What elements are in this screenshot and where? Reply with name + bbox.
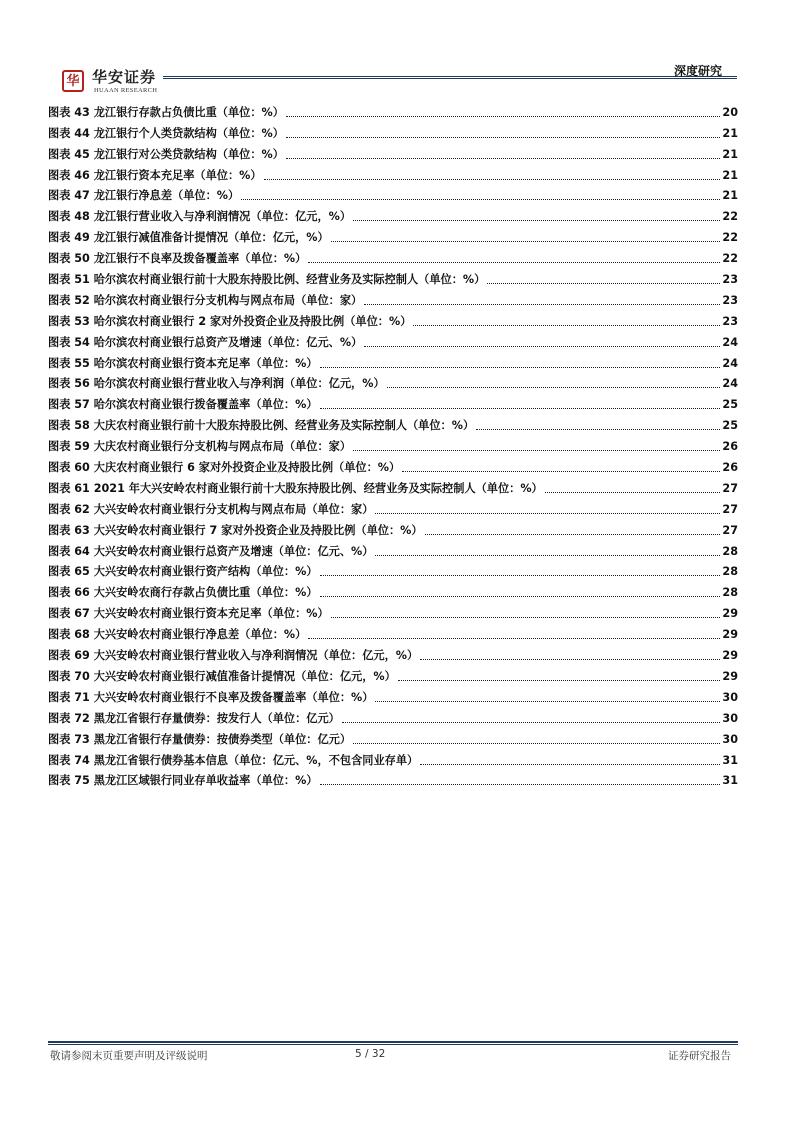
toc-leader-dots (286, 137, 720, 138)
toc-entry-page: 23 (722, 293, 738, 307)
toc-leader-dots (286, 116, 720, 117)
toc-leader-dots (545, 492, 721, 493)
toc-leader-dots (320, 367, 721, 368)
toc-entry[interactable] (48, 245, 738, 266)
toc-entry-page: 27 (722, 481, 738, 495)
toc-leader-dots (353, 743, 720, 744)
toc-leader-dots (320, 575, 721, 576)
toc-entry-page: 28 (722, 565, 738, 579)
toc-entry-label: 图表 72 黑龙江省银行存量债券：按发行人（单位：亿元） (48, 711, 340, 725)
toc-entry[interactable] (48, 600, 738, 621)
toc-entry-page: 23 (722, 273, 738, 287)
toc-entry-page: 25 (722, 398, 738, 412)
toc-leader-dots (398, 680, 721, 681)
toc-entry-label: 图表 73 黑龙江省银行存量债券：按债券类型（单位：亿元） (48, 732, 352, 746)
toc-entry[interactable] (48, 433, 738, 454)
toc-entry[interactable] (48, 287, 738, 308)
header-divider (163, 76, 737, 77)
toc-leader-dots (308, 262, 720, 263)
toc-entry-label: 图表 57 哈尔滨农村商业银行拨备覆盖率（单位：%） (48, 398, 318, 412)
toc-entry[interactable] (48, 496, 738, 517)
toc-entry-page: 24 (722, 377, 738, 391)
toc-entry-page: 31 (722, 753, 738, 767)
toc-entry-page: 21 (722, 126, 738, 140)
toc-entry-page: 29 (722, 649, 738, 663)
toc-leader-dots (331, 241, 721, 242)
footer-divider-secondary (48, 1044, 738, 1045)
toc-leader-dots (375, 555, 720, 556)
toc-entry[interactable] (48, 454, 738, 475)
toc-leader-dots (375, 701, 720, 702)
footer-doc-type: 证券研究报告 (668, 1050, 731, 1062)
toc-entry-page: 31 (722, 774, 738, 788)
toc-entry[interactable] (48, 391, 738, 412)
toc-leader-dots (364, 304, 720, 305)
toc-entry-label: 图表 43 龙江银行存款占负债比重（单位：%） (48, 105, 284, 119)
toc-entry-page: 28 (722, 544, 738, 558)
toc-entry-label: 图表 55 哈尔滨农村商业银行资本充足率（单位：%） (48, 356, 318, 370)
toc-leader-dots (353, 220, 720, 221)
toc-entry-page: 29 (722, 628, 738, 642)
toc-entry-page: 22 (722, 252, 738, 266)
toc-entry[interactable] (48, 266, 738, 287)
toc-entry[interactable] (48, 663, 738, 684)
toc-entry-label: 图表 54 哈尔滨农村商业银行总资产及增速（单位：亿元、%） (48, 335, 363, 349)
toc-entry-page: 21 (722, 147, 738, 161)
toc-entry[interactable] (48, 203, 738, 224)
toc-entry-label: 图表 70 大兴安岭农村商业银行减值准备计提情况（单位：亿元，%） (48, 669, 396, 683)
toc-entry[interactable] (48, 99, 738, 120)
toc-entry-label: 图表 49 龙江银行减值准备计提情况（单位：亿元，%） (48, 231, 329, 245)
toc-entry[interactable] (48, 329, 738, 350)
toc-entry-page: 30 (722, 732, 738, 746)
brand-logo-icon: 华 (62, 70, 84, 92)
toc-entry[interactable] (48, 747, 738, 768)
toc-leader-dots (320, 596, 721, 597)
toc-entry[interactable] (48, 705, 738, 726)
toc-entry-label: 图表 48 龙江银行营业收入与净利润情况（单位：亿元，%） (48, 210, 352, 224)
toc-entry[interactable] (48, 768, 738, 789)
toc-entry-page: 30 (722, 690, 738, 704)
toc-leader-dots (420, 659, 720, 660)
toc-entry[interactable] (48, 642, 738, 663)
toc-entry[interactable] (48, 371, 738, 392)
toc-entry-label: 图表 53 哈尔滨农村商业银行 2 家对外投资企业及持股比例（单位：%） (48, 314, 412, 328)
header-divider-secondary (163, 78, 737, 79)
toc-entry-label: 图表 65 大兴安岭农村商业银行资产结构（单位：%） (48, 565, 318, 579)
brand-subtitle: HUAAN RESEARCH (94, 87, 158, 94)
toc-leader-dots (420, 764, 720, 765)
toc-entry-page: 23 (722, 314, 738, 328)
toc-leader-dots (264, 179, 721, 180)
toc-leader-dots (375, 513, 720, 514)
toc-leader-dots (342, 722, 721, 723)
toc-entry[interactable] (48, 350, 738, 371)
figure-index-list (48, 99, 738, 788)
toc-leader-dots (402, 471, 720, 472)
toc-leader-dots (413, 325, 720, 326)
toc-entry-label: 图表 62 大兴安岭农村商业银行分支机构与网点布局（单位：家） (48, 502, 374, 516)
footer-divider (48, 1041, 738, 1043)
toc-entry[interactable] (48, 621, 738, 642)
toc-entry-label: 图表 67 大兴安岭农村商业银行资本充足率（单位：%） (48, 607, 329, 621)
toc-entry[interactable] (48, 183, 738, 204)
toc-entry-label: 图表 50 龙江银行不良率及拨备覆盖率（单位：%） (48, 252, 307, 266)
toc-leader-dots (320, 784, 721, 785)
toc-entry[interactable] (48, 579, 738, 600)
toc-leader-dots (320, 408, 721, 409)
toc-entry-page: 26 (722, 461, 738, 475)
toc-entry-page: 27 (722, 523, 738, 537)
toc-entry[interactable] (48, 726, 738, 747)
toc-entry[interactable] (48, 475, 738, 496)
toc-leader-dots (364, 346, 720, 347)
page-number: 5 / 32 (355, 1048, 386, 1060)
toc-entry[interactable] (48, 120, 738, 141)
toc-entry-label: 图表 46 龙江银行资本充足率（单位：%） (48, 168, 262, 182)
toc-entry-page: 22 (722, 231, 738, 245)
toc-entry-label: 图表 74 黑龙江省银行债券基本信息（单位：亿元、%，不包含同业存单） (48, 753, 419, 767)
toc-leader-dots (487, 283, 720, 284)
toc-entry-page: 21 (722, 189, 738, 203)
toc-entry-page: 29 (722, 669, 738, 683)
toc-leader-dots (331, 617, 721, 618)
toc-entry-label: 图表 58 大庆农村商业银行前十大股东持股比例、经营业务及实际控制人（单位：%） (48, 419, 475, 433)
toc-entry-label: 图表 60 大庆农村商业银行 6 家对外投资企业及持股比例（单位：%） (48, 461, 401, 475)
page-header (48, 60, 738, 100)
report-type-label: 深度研究 (673, 64, 722, 78)
toc-entry-page: 29 (722, 607, 738, 621)
toc-entry-label: 图表 56 哈尔滨农村商业银行营业收入与净利润（单位：亿元，%） (48, 377, 385, 391)
toc-entry-page: 28 (722, 586, 738, 600)
toc-entry[interactable] (48, 141, 738, 162)
toc-entry-label: 图表 59 大庆农村商业银行分支机构与网点布局（单位：家） (48, 440, 352, 454)
toc-entry-page: 30 (722, 711, 738, 725)
toc-entry[interactable] (48, 308, 738, 329)
toc-leader-dots (353, 450, 720, 451)
toc-entry-label: 图表 64 大兴安岭农村商业银行总资产及增速（单位：亿元、%） (48, 544, 374, 558)
toc-leader-dots (387, 387, 721, 388)
toc-entry-label: 图表 47 龙江银行净息差（单位：%） (48, 189, 240, 203)
brand-name: 华安证券 (92, 68, 157, 86)
toc-entry-page: 26 (722, 440, 738, 454)
toc-entry[interactable] (48, 684, 738, 705)
toc-entry-label: 图表 63 大兴安岭农村商业银行 7 家对外投资企业及持股比例（单位：%） (48, 523, 423, 537)
toc-entry-label: 图表 68 大兴安岭农村商业银行净息差（单位：%） (48, 628, 307, 642)
toc-entry-page: 20 (722, 105, 738, 119)
toc-entry-page: 24 (722, 356, 738, 370)
toc-entry-label: 图表 75 黑龙江区域银行同业存单收益率（单位：%） (48, 774, 318, 788)
toc-entry-page: 27 (722, 502, 738, 516)
toc-entry-label: 图表 52 哈尔滨农村商业银行分支机构与网点布局（单位：家） (48, 293, 363, 307)
toc-entry-page: 24 (722, 335, 738, 349)
toc-leader-dots (286, 158, 720, 159)
toc-entry-label: 图表 66 大兴安岭农商行存款占负债比重（单位：%） (48, 586, 318, 600)
toc-entry[interactable] (48, 162, 738, 183)
toc-entry[interactable] (48, 412, 738, 433)
toc-entry-label: 图表 61 2021 年大兴安岭农村商业银行前十大股东持股比例、经营业务及实际控制人（单位：%） (48, 481, 543, 495)
toc-entry-label: 图表 51 哈尔滨农村商业银行前十大股东持股比例、经营业务及实际控制人（单位：%） (48, 273, 486, 287)
toc-entry-page: 25 (722, 419, 738, 433)
toc-entry-label: 图表 69 大兴安岭农村商业银行营业收入与净利润情况（单位：亿元，%） (48, 649, 419, 663)
toc-entry-label: 图表 44 龙江银行个人类贷款结构（单位：%） (48, 126, 284, 140)
toc-entry-label: 图表 45 龙江银行对公类贷款结构（单位：%） (48, 147, 284, 161)
toc-entry[interactable] (48, 517, 738, 538)
toc-entry[interactable] (48, 224, 738, 245)
footer-disclaimer: 敬请参阅末页重要声明及评级说明 (50, 1050, 208, 1062)
toc-leader-dots (476, 429, 720, 430)
toc-leader-dots (241, 199, 720, 200)
toc-entry-label: 图表 71 大兴安岭农村商业银行不良率及拨备覆盖率（单位：%） (48, 690, 374, 704)
toc-entry-page: 21 (722, 168, 738, 182)
toc-leader-dots (425, 534, 721, 535)
toc-entry[interactable] (48, 538, 738, 559)
toc-entry[interactable] (48, 559, 738, 580)
toc-entry-page: 22 (722, 210, 738, 224)
toc-leader-dots (308, 638, 720, 639)
